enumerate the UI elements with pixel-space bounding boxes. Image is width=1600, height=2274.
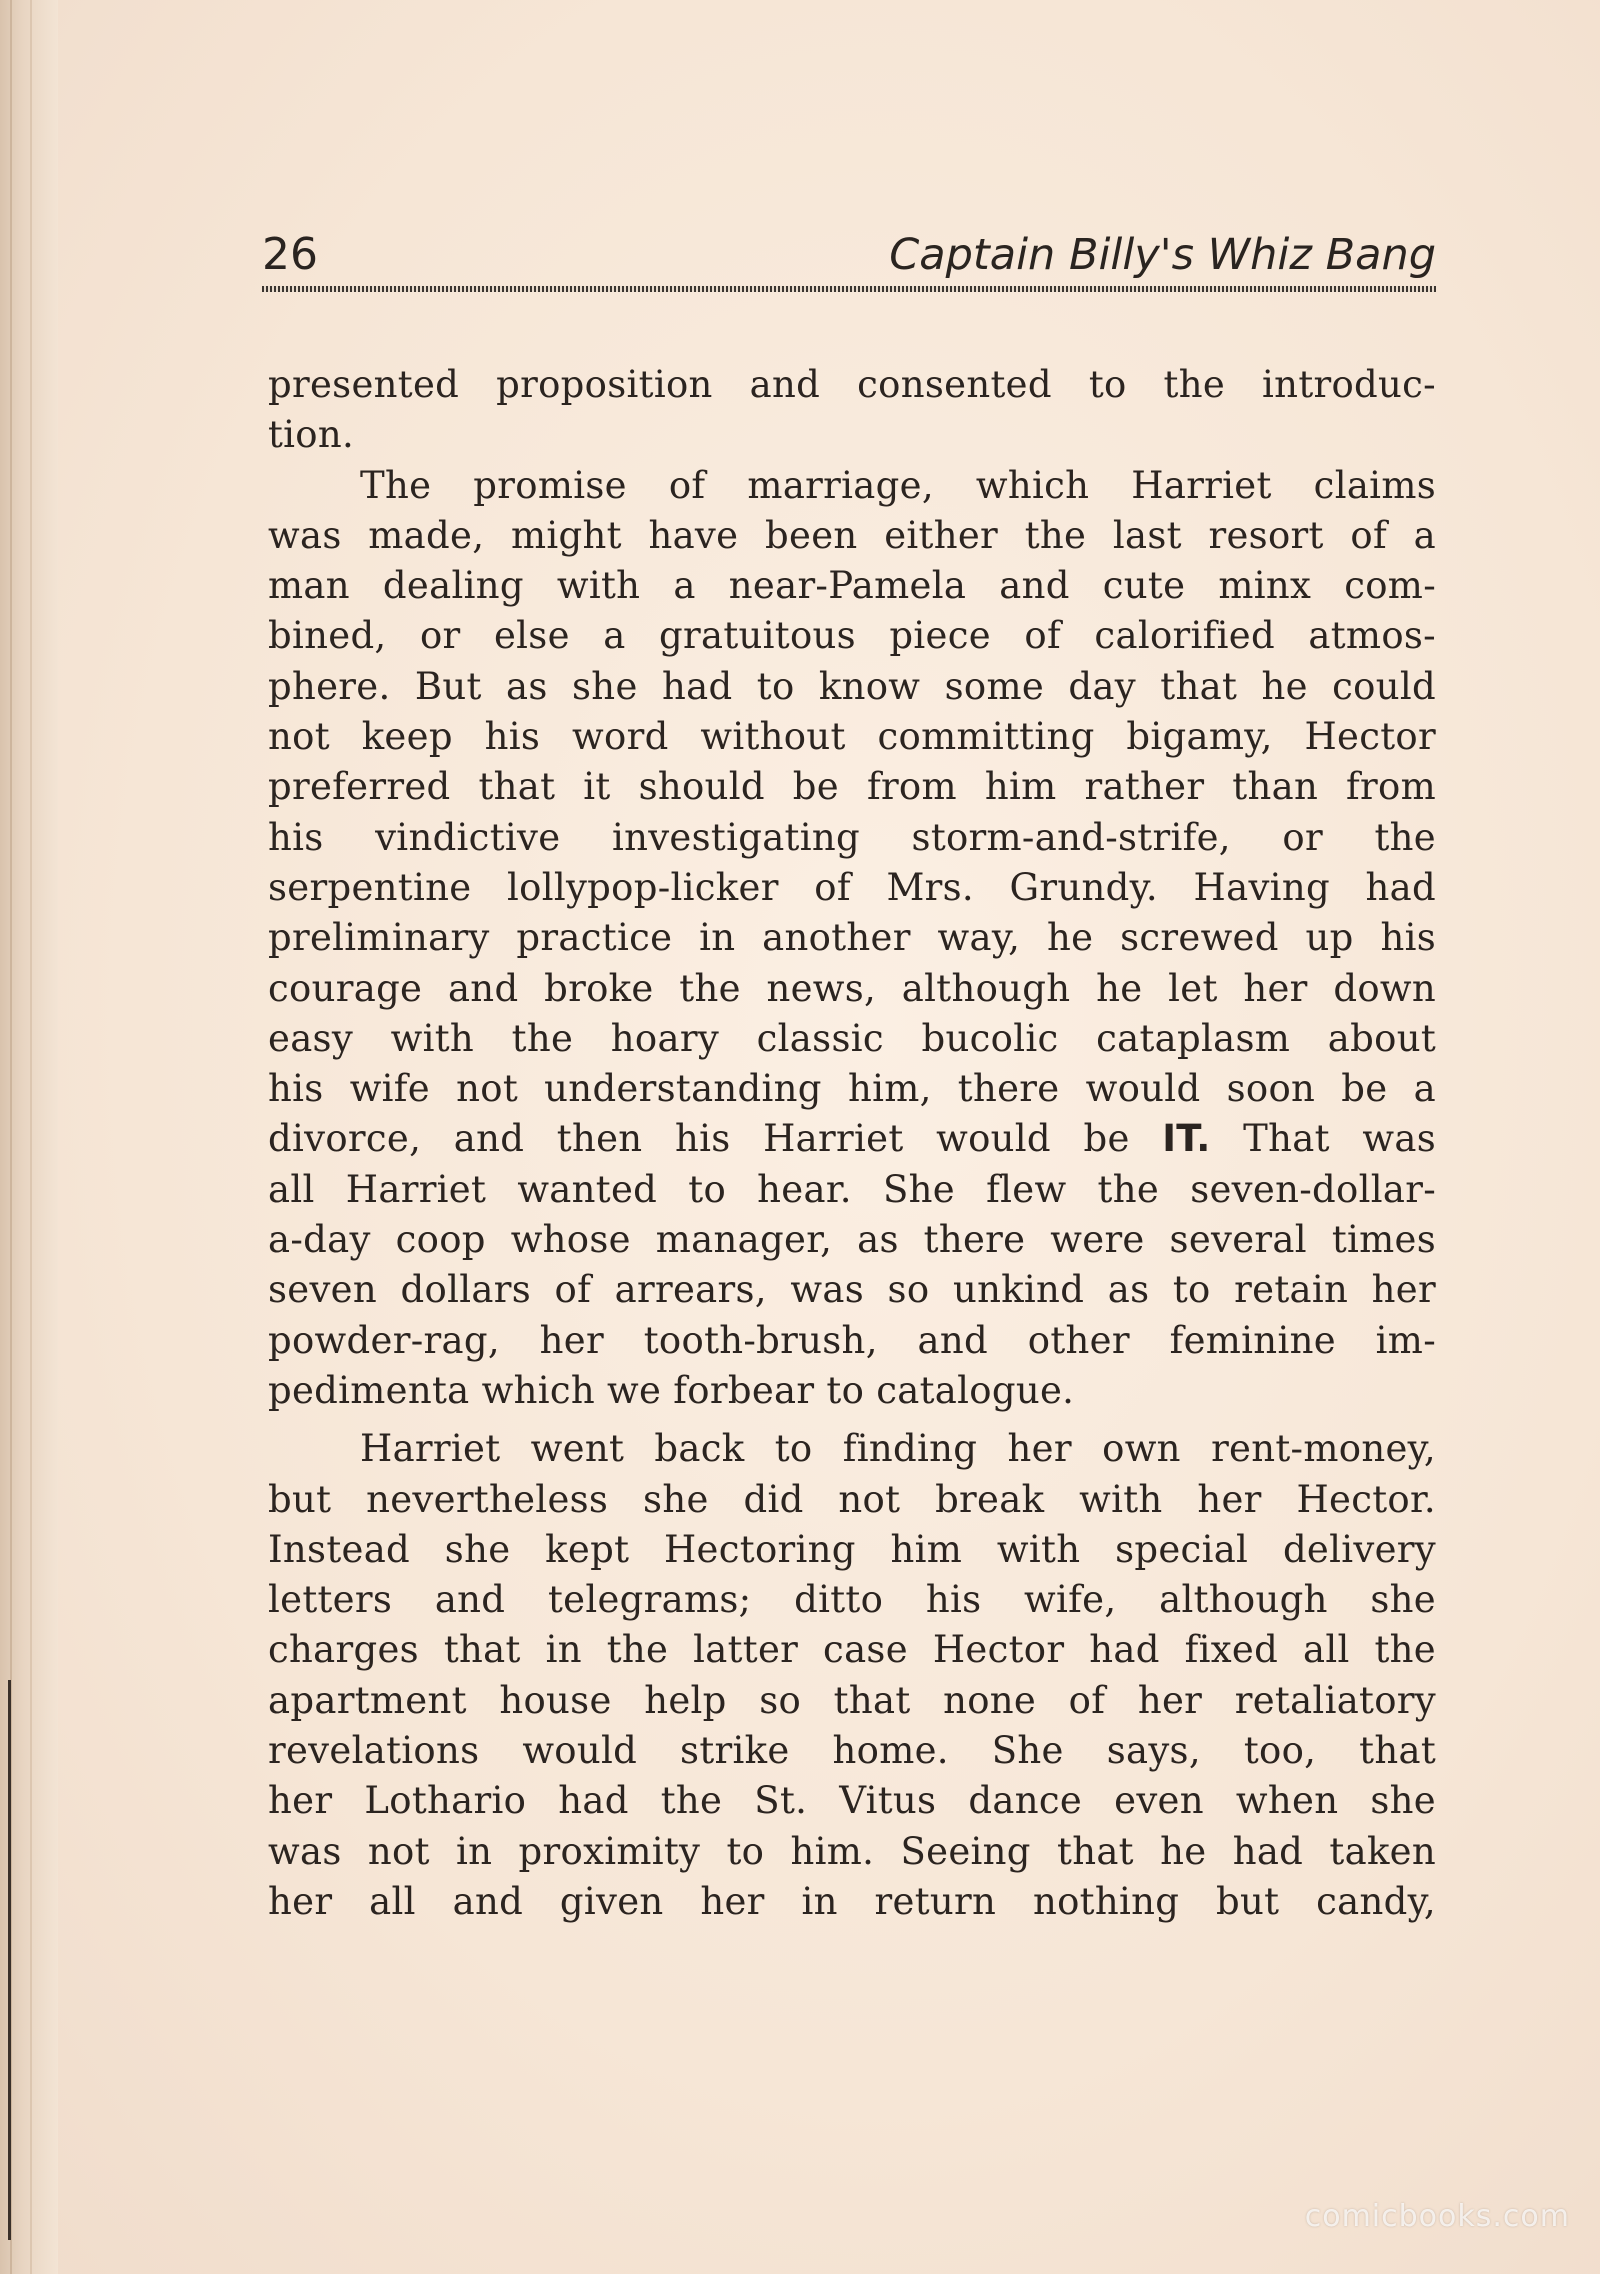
- body-text: [268, 360, 1436, 1927]
- text-line: presented proposition and consented to the introduc-: [268, 363, 1436, 406]
- binding-line: [30, 0, 32, 2274]
- text-segment: divorce, and then his Harriet would be: [268, 1117, 1163, 1161]
- text-line: Instead she kept Hectoring him with special delivery: [268, 1527, 1436, 1571]
- paragraph: [268, 461, 1436, 1417]
- text-line: his vindictive investigating storm-and-strife, or the: [268, 815, 1436, 859]
- text-line: pedimenta which we forbear to catalogue.: [268, 1368, 1075, 1412]
- text-line: serpentine lollypop-licker of Mrs. Grundy. Having had: [268, 865, 1436, 909]
- text-line: preferred that it should be from him rather than from: [268, 765, 1436, 809]
- text-line: The promise of marriage, which Harriet claims: [360, 463, 1436, 507]
- text-line: her Lothario had the St. Vitus dance even when she: [268, 1779, 1436, 1823]
- text-line: tion.: [268, 413, 355, 457]
- text-line: Harriet went back to finding her own rent-money,: [360, 1427, 1436, 1471]
- text-line: his wife not understanding him, there would soon be a: [268, 1067, 1436, 1111]
- text-line: was not in proximity to him. Seeing that he had taken: [268, 1829, 1436, 1873]
- text-line: was made, might have been either the last resort of a: [268, 513, 1436, 557]
- text-line: not keep his word without committing bigamy, Hector: [268, 715, 1436, 759]
- text-line: powder-rag, her tooth-brush, and other feminine im-: [268, 1318, 1436, 1362]
- text-line: easy with the hoary classic bucolic cataplasm about: [268, 1016, 1436, 1060]
- text-line-with-emphasis: [268, 1114, 1436, 1164]
- text-line: seven dollars of arrears, was so unkind as to retain her: [268, 1268, 1436, 1312]
- paragraph: [268, 1424, 1436, 1927]
- text-segment: That was: [1210, 1117, 1436, 1161]
- watermark: comicbooks.com: [1304, 2199, 1570, 2234]
- text-line: preliminary practice in another way, he screwed up his: [268, 916, 1436, 960]
- text-line: her all and given her in return nothing but candy,: [268, 1879, 1436, 1923]
- text-line: phere. But as she had to know some day that he could: [268, 664, 1436, 708]
- text-line: a-day coop whose manager, as there were several times: [268, 1218, 1436, 1262]
- text-line: courage and broke the news, although he let her down: [268, 966, 1436, 1010]
- text-line: all Harriet wanted to hear. She flew the seven-dollar-: [268, 1167, 1436, 1211]
- text-line: man dealing with a near-Pamela and cute minx com-: [268, 564, 1436, 608]
- text-line: bined, or else a gratuitous piece of calorified atmos-: [268, 614, 1436, 658]
- emphasis-it: IT.: [1162, 1117, 1211, 1161]
- text-line: but nevertheless she did not break with her Hector.: [268, 1477, 1436, 1521]
- text-line: letters and telegrams; ditto his wife, although she: [268, 1578, 1436, 1622]
- running-title: Captain Billy's Whiz Bang: [889, 230, 1436, 280]
- edge-mark: [8, 1680, 11, 2240]
- running-header: [262, 228, 1436, 288]
- header-rule: [262, 286, 1436, 292]
- text-line: charges that in the latter case Hector had fixed all the: [268, 1628, 1436, 1672]
- text-line: revelations would strike home. She says, too, that: [268, 1729, 1436, 1773]
- text-line: apartment house help so that none of her retaliatory: [268, 1678, 1436, 1722]
- page-number: 26: [262, 229, 318, 280]
- paragraph: [268, 360, 1436, 461]
